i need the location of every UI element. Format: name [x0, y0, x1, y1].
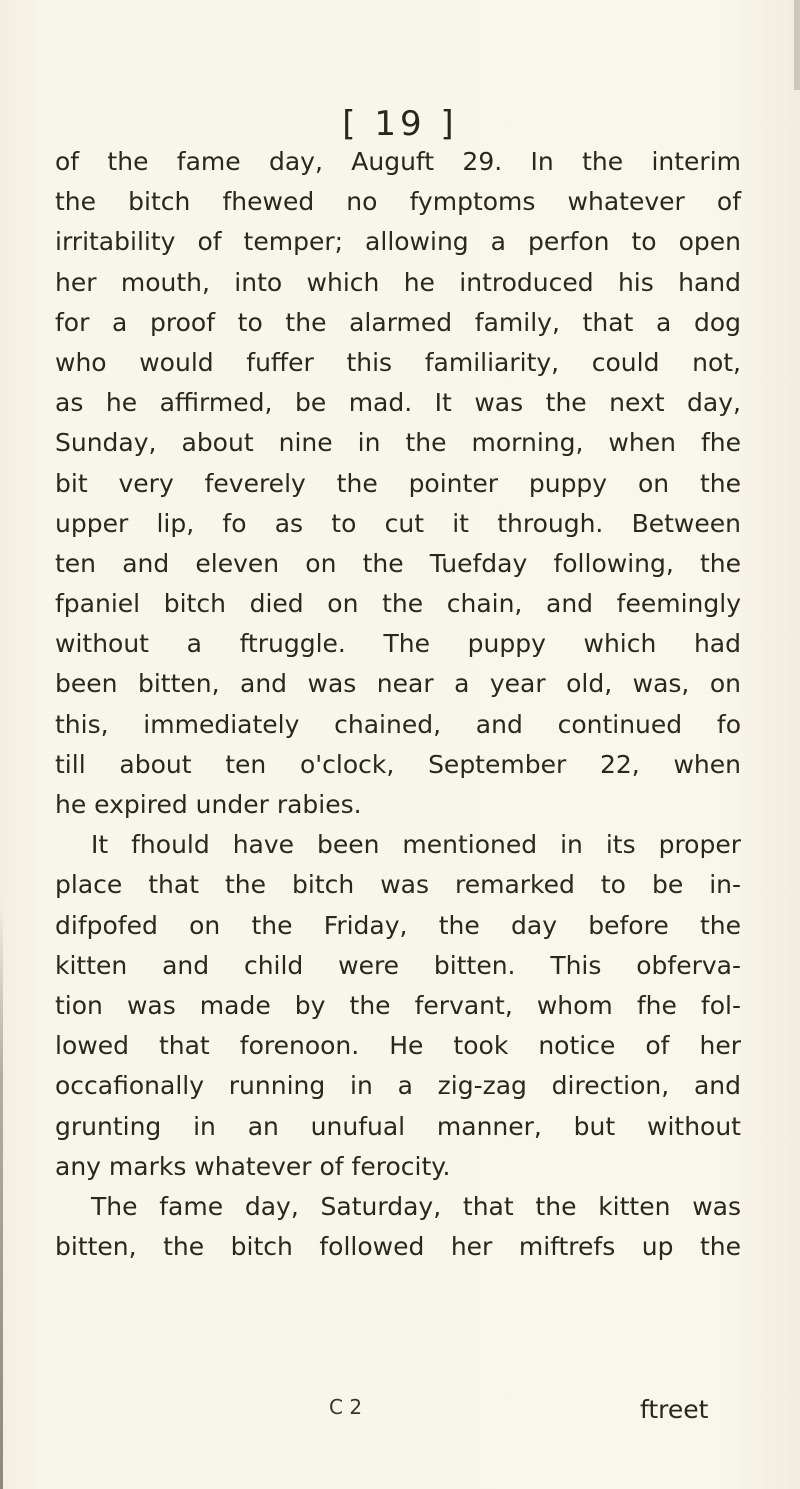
text-line: for a proof to the alarmed family, that a dog — [55, 307, 741, 337]
text-line: as he affirmed, be mad. It was the next day, — [55, 388, 741, 418]
text-line: difpofed on the Friday, the day before the — [55, 910, 741, 940]
text-line: place that the bitch was remarked to be in- — [55, 870, 741, 900]
paragraph-first-line: It fhould have been mentioned in its proper — [91, 830, 741, 860]
signature-mark: C 2 — [329, 1395, 363, 1419]
text-line: Sunday, about nine in the morning, when fhe — [55, 428, 741, 458]
text-line: fpaniel bitch died on the chain, and feemingly — [55, 589, 741, 619]
text-line: been bitten, and was near a year old, was, on — [55, 669, 741, 699]
text-line: of the fame day, Auguft 29. In the interim — [55, 147, 741, 176]
text-line: tion was made by the fervant, whom fhe fol- — [55, 990, 741, 1020]
page-edge-shadow — [794, 0, 800, 90]
body-text — [55, 142, 741, 1267]
text-line: who would fuffer this familiarity, could not, — [55, 347, 741, 377]
paragraph-first-line: The fame day, Saturday, that the kitten was — [91, 1191, 741, 1221]
text-line: her mouth, into which he introduced his hand — [55, 267, 741, 297]
text-line: upper lip, fo as to cut it through. Between — [55, 508, 741, 538]
text-line: lowed that forenoon. He took notice of her — [55, 1031, 741, 1061]
text-line: occafionally running in a zig-zag direction, and — [55, 1071, 741, 1101]
text-line: any marks whatever of ferocity. — [55, 1151, 451, 1181]
text-line: this, immediately chained, and continued fo — [55, 709, 741, 739]
page-footer — [0, 1395, 800, 1435]
text-line: the bitch fhewed no fymptoms whatever of — [55, 187, 741, 217]
catchword: ftreet — [640, 1395, 709, 1424]
page-number: [ 19 ] — [342, 104, 458, 144]
text-line: till about ten o'clock, September 22, when — [55, 749, 741, 779]
text-line: irritability of temper; allowing a perfon to open — [55, 227, 741, 257]
text-line: bit very feverely the pointer puppy on the — [55, 468, 741, 498]
text-line: kitten and child were bitten. This obferva- — [55, 950, 741, 980]
text-line: without a ftruggle. The puppy which had — [55, 629, 741, 659]
text-line: bitten, the bitch followed her miftrefs up the — [55, 1232, 741, 1262]
text-line: he expired under rabies. — [55, 790, 362, 819]
text-line: grunting in an unufual manner, but without — [55, 1111, 741, 1141]
text-line: ten and eleven on the Tuefday following, the — [55, 548, 741, 578]
